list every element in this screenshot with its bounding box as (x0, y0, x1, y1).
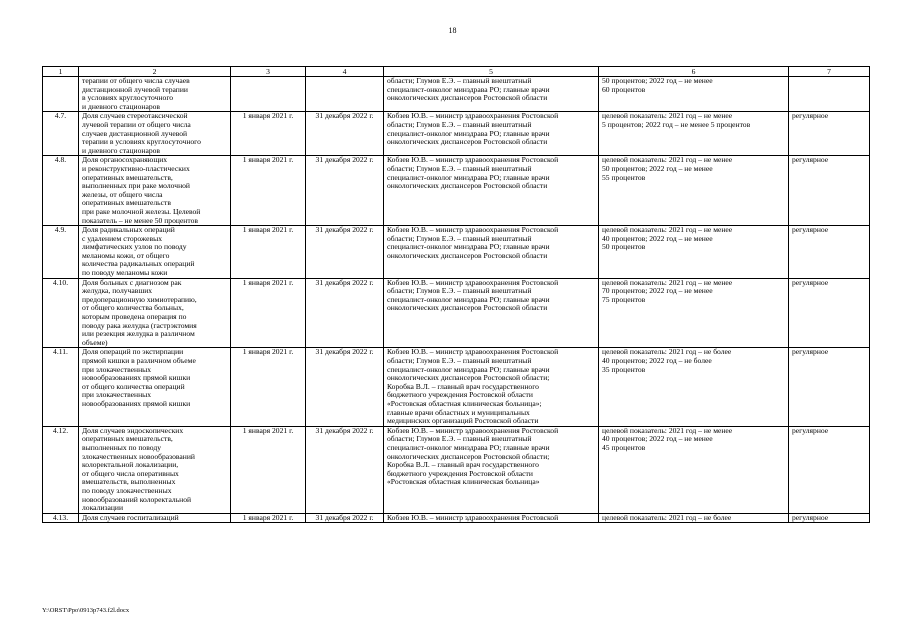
responsible-persons: Кобзев Ю.В. – министр здравоохранения Ростовской области; Глумов Е.Э. – главный внештатный специалист-онколог минздрава РО; главные врачи онкологических диспансеров Ростовской области (384, 112, 599, 156)
row-number: 4.10. (43, 278, 79, 348)
responsible-persons: Кобзев Ю.В. – министр здравоохранения Ростовской области; Глумов Е.Э. – главный внештатный специалист-онколог минздрава РО; главные врачи онкологических диспансеров Ростовской области (384, 226, 599, 279)
row-number: 4.12. (43, 426, 79, 513)
row-number: 4.8. (43, 156, 79, 226)
table-row (43, 348, 870, 426)
row-number: 4.11. (43, 348, 79, 426)
measures-table (42, 66, 870, 523)
start-date: 1 января 2021 г. (231, 112, 306, 156)
table-row (43, 77, 870, 112)
responsible-persons: Кобзев Ю.В. – министр здравоохранения Ростовской (384, 513, 599, 523)
start-date: 1 января 2021 г. (231, 426, 306, 513)
target-indicator: целевой показатель: 2021 год – не менее 40 процентов; 2022 год – не менее 50 процентов (599, 226, 789, 279)
table-row (43, 112, 870, 156)
target-indicator: целевой показатель: 2021 год – не менее 40 процентов; 2022 год – не менее 45 процентов (599, 426, 789, 513)
end-date: 31 декабря 2022 г. (306, 112, 384, 156)
row-number: 4.7. (43, 112, 79, 156)
measure-type: регулярное (789, 278, 870, 348)
end-date: 31 декабря 2022 г. (306, 426, 384, 513)
row-number: 4.13. (43, 513, 79, 523)
measure-type: регулярное (789, 112, 870, 156)
measure-name: Доля случаев эндоскопических оперативных вмешательств, выполненных по поводу злокачественных новообразований колоректальной локализации, от общего числа оперативных вмешательств, выполненных по поводу злокачественных новообразований колоректальной локализации (79, 426, 231, 513)
column-number: 3 (231, 67, 306, 77)
measure-type: регулярное (789, 348, 870, 426)
end-date: 31 декабря 2022 г. (306, 226, 384, 279)
end-date (306, 77, 384, 112)
column-number: 7 (789, 67, 870, 77)
target-indicator: целевой показатель: 2021 год – не менее 70 процентов; 2022 год – не менее 75 процентов (599, 278, 789, 348)
column-number: 2 (79, 67, 231, 77)
measure-type: регулярное (789, 426, 870, 513)
target-indicator: целевой показатель: 2021 год – не более 40 процентов; 2022 год – не более 35 процентов (599, 348, 789, 426)
responsible-persons: Кобзев Ю.В. – министр здравоохранения Ростовской области; Глумов Е.Э. – главный внештатный специалист-онколог минздрава РО; главные врачи онкологических диспансеров Ростовской области (384, 156, 599, 226)
row-number: 4.9. (43, 226, 79, 279)
measure-name: Доля случаев госпитализаций (79, 513, 231, 523)
start-date: 1 января 2021 г. (231, 348, 306, 426)
column-number: 1 (43, 67, 79, 77)
column-number: 6 (599, 67, 789, 77)
end-date: 31 декабря 2022 г. (306, 278, 384, 348)
table-row (43, 426, 870, 513)
start-date: 1 января 2021 г. (231, 156, 306, 226)
measure-type: регулярное (789, 156, 870, 226)
table-row (43, 226, 870, 279)
row-number (43, 77, 79, 112)
measure-type (789, 77, 870, 112)
start-date: 1 января 2021 г. (231, 513, 306, 523)
responsible-persons: Кобзев Ю.В. – министр здравоохранения Ростовской области; Глумов Е.Э. – главный внештатный специалист-онколог минздрава РО; главные врачи онкологических диспансеров Ростовской области; Коробка В.Л. – главный врач государственного бюджетного учреждения Ростовской области «Ростовская областная клиническая больница» (384, 426, 599, 513)
column-number: 4 (306, 67, 384, 77)
measure-name: терапии от общего числа случаев дистанционной лучевой терапии в условиях круглосуточного и дневного стационаров (79, 77, 231, 112)
measure-name: Доля радикальных операций с удалением сторожевых лимфатических узлов по поводу меланомы кожи, от общего количества радикальных операций по поводу меланомы кожи (79, 226, 231, 279)
target-indicator: целевой показатель: 2021 год – не менее 50 процентов; 2022 год – не менее 55 процентов (599, 156, 789, 226)
table-row (43, 278, 870, 348)
table-row (43, 513, 870, 523)
measure-type: регулярное (789, 226, 870, 279)
responsible-persons: Кобзев Ю.В. – министр здравоохранения Ростовской области; Глумов Е.Э. – главный внештатный специалист-онколог минздрава РО; главные врачи онкологических диспансеров Ростовской области (384, 278, 599, 348)
start-date: 1 января 2021 г. (231, 226, 306, 279)
measure-name: Доля случаев стереотаксической лучевой терапии от общего числа случаев дистанционной лучевой терапии в условиях круглосуточного и дневного стационаров (79, 112, 231, 156)
end-date: 31 декабря 2022 г. (306, 348, 384, 426)
file-path-footer: Y:\ORST\Ppo\0913p743.f2l.docx (42, 607, 130, 614)
page-number: 18 (448, 26, 457, 35)
column-number-row (43, 67, 870, 77)
table-row (43, 156, 870, 226)
start-date (231, 77, 306, 112)
measure-name: Доля органосохраняющих и реконструктивно-пластических оперативных вмешательств, выполненных при раке молочной железы, от общего числа оперативных вмешательств при раке молочной железы. Целевой показатель – не менее 50 процентов (79, 156, 231, 226)
target-indicator: 50 процентов; 2022 год – не менее 60 процентов (599, 77, 789, 112)
responsible-persons: области; Глумов Е.Э. – главный внештатный специалист-онколог минздрава РО; главные врачи онкологических диспансеров Ростовской области (384, 77, 599, 112)
target-indicator: целевой показатель: 2021 год – не менее 5 процентов; 2022 год – не менее 5 процентов (599, 112, 789, 156)
measure-type: регулярное (789, 513, 870, 523)
measure-name: Доля операций по экстирпации прямой кишки в различном объеме при злокачественных новообразованиях прямой кишки от общего количества операций при злокачественных новообразованиях прямой кишки (79, 348, 231, 426)
target-indicator: целевой показатель: 2021 год – не более (599, 513, 789, 523)
column-number: 5 (384, 67, 599, 77)
measure-name: Доля больных с диагнозом рак желудка, получавших предоперационную химиотерапию, от общего количества больных, которым проведена операция по поводу рака желудка (гастрэктомия или резекция желудка в различном объеме) (79, 278, 231, 348)
responsible-persons: Кобзев Ю.В. – министр здравоохранения Ростовской области; Глумов Е.Э. – главный внештатный специалист-онколог минздрава РО; главные врачи онкологических диспансеров Ростовской области; Коробка В.Л. – главный врач государственного бюджетного учреждения Ростовской области «Ростовская областная клиническая больница»; главные врачи областных и муниципальных медицинских организаций Ростовской области (384, 348, 599, 426)
start-date: 1 января 2021 г. (231, 278, 306, 348)
end-date: 31 декабря 2022 г. (306, 513, 384, 523)
end-date: 31 декабря 2022 г. (306, 156, 384, 226)
